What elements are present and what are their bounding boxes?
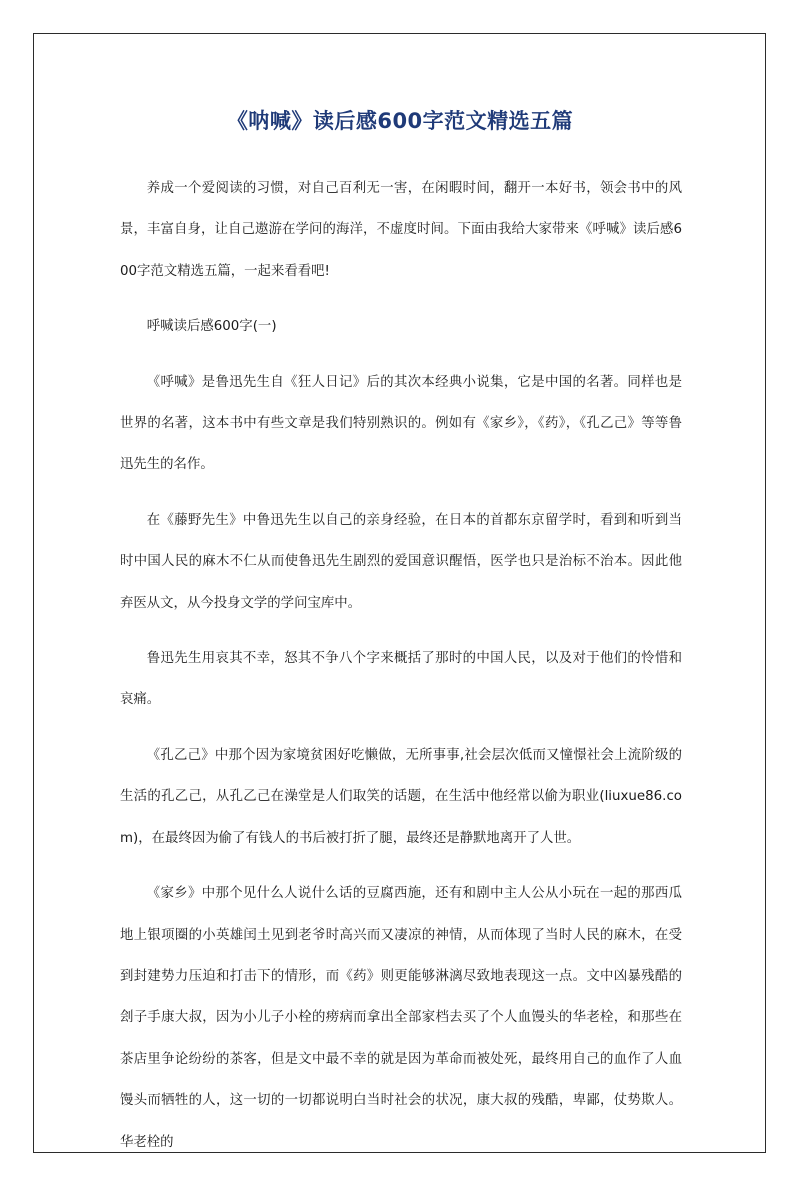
document-title: 《呐喊》读后感600字范文精选五篇: [226, 109, 574, 133]
paragraph: 鲁迅先生用哀其不幸，怒其不争八个字来概括了那时的中国人民，以及对于他们的怜惜和哀痛。: [120, 651, 682, 708]
section-heading: 呼喊读后感600字(一): [146, 319, 277, 335]
paragraph: 《孔乙己》中那个因为家境贫困好吃懒做，无所事事,社会层次低而又憧憬社会上流阶级的生活的孔乙己，从孔乙己在澡堂是人们取笑的话题，在生活中他经常以偷为职业(liuxue86.com)，在最终因为偷了有钱人的书后被打折了腿，最终还是静默地离开了人世。: [120, 747, 682, 846]
paragraph: 《家乡》中那个见什么人说什么话的豆腐西施，还有和剧中主人公从小玩在一起的那西瓜地上银项圈的小英雄闰土见到老爷时高兴而又凄凉的神情，从而体现了当时人民的麻木，在受到封建势力压迫和打击下的情形，而《药》则更能够淋漓尽致地表现这一点。文中凶暴残酷的刽子手康大叔，因为小儿子小栓的痨病而拿出全部家档去买了个人血馒头的华老栓，和那些在茶店里争论纷纷的茶客，但是文中最不幸的就是因为革命而被处死，最终用自己的血作了人血馒头而牺牲的人，这一切的一切都说明白当时社会的状况，康大叔的残酷，卑鄙，仗势欺人。华老栓的: [120, 886, 682, 1150]
paragraph-intro: 养成一个爱阅读的习惯，对自己百利无一害，在闲暇时间，翻开一本好书，领会书中的风景，丰富自身，让自己遨游在学问的海洋，不虚度时间。下面由我给大家带来《呼喊》读后感600字范文精选五篇，一起来看看吧!: [120, 181, 682, 279]
paragraph: 《呼喊》是鲁迅先生自《狂人日记》后的其次本经典小说集，它是中国的名著。同样也是世界的名著，这本书中有些文章是我们特别熟识的。例如有《家乡》，《药》，《孔乙己》等等鲁迅先生的名作。: [120, 374, 682, 473]
paragraph: 在《藤野先生》中鲁迅先生以自己的亲身经验，在日本的首都东京留学时，看到和听到当时中国人民的麻木不仁从而使鲁迅先生剧烈的爱国意识醒悟，医学也只是治标不治本。因此他弃医从文，从今投身文学的学问宝库中。: [120, 512, 682, 611]
document-body: [120, 168, 682, 1177]
